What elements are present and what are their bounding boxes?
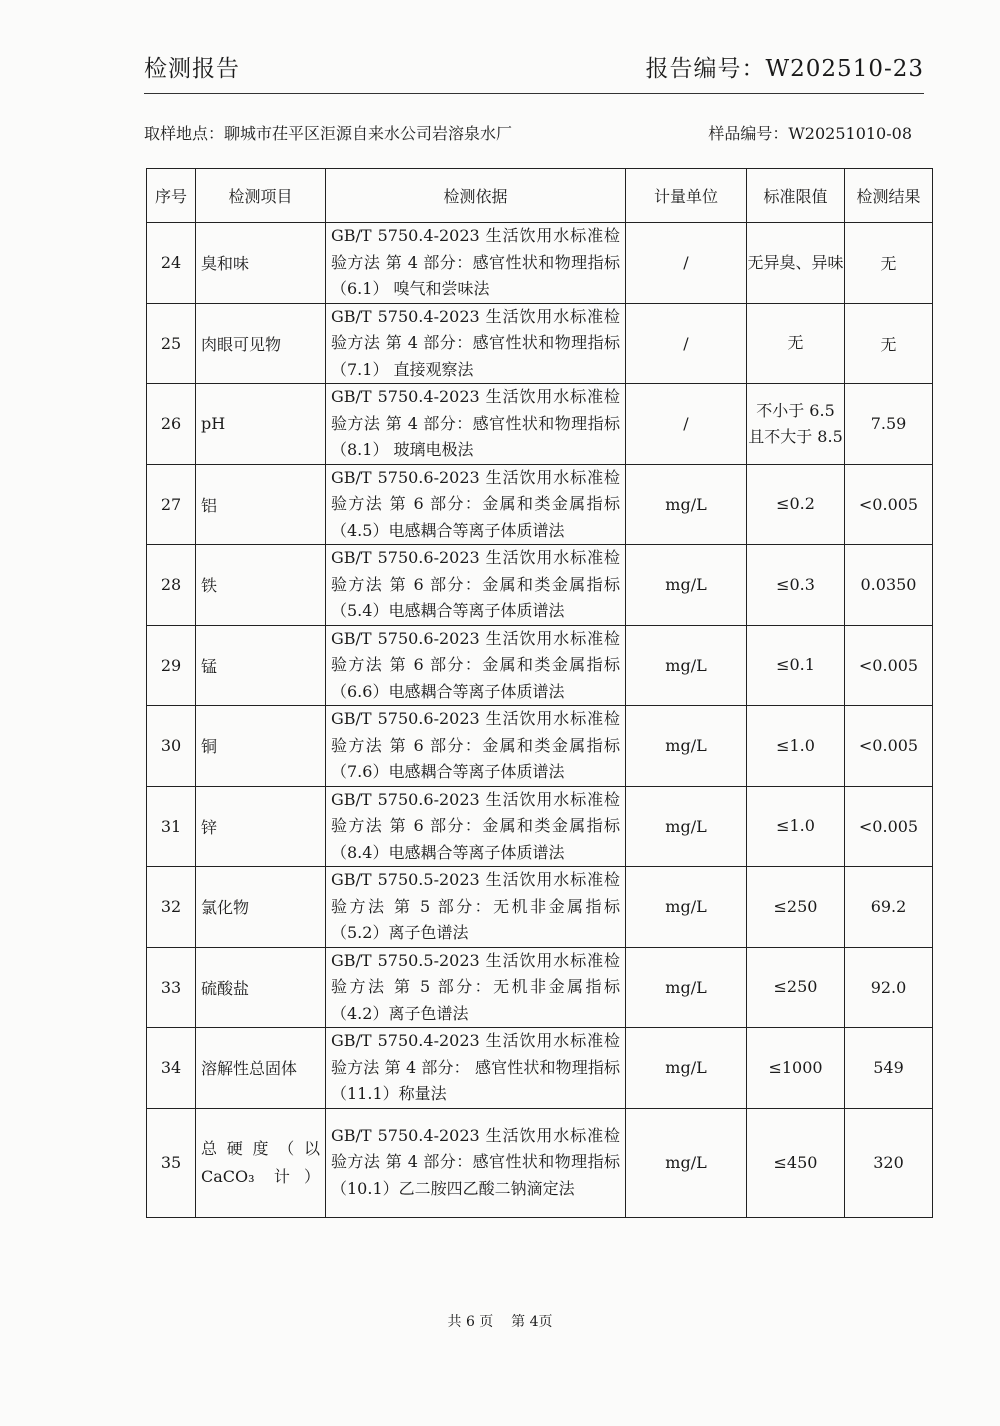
row-unit: mg/L [626,1108,747,1217]
sample-number [708,121,912,144]
table-row [147,867,933,948]
results-table [146,168,933,1218]
row-result: 无 [845,303,933,384]
row-limit: ≤250 [747,947,845,1028]
row-no: 33 [147,947,196,1028]
report-number-value: W202510-23 [765,56,924,82]
row-unit: mg/L [626,786,747,867]
row-limit: ≤1.0 [747,786,845,867]
table-row [147,545,933,626]
header-unit: 计量单位 [626,169,747,223]
row-unit: mg/L [626,947,747,1028]
row-result: <0.005 [845,706,933,787]
report-number [646,50,924,83]
sampling-site [144,121,512,144]
row-limit: ≤450 [747,1108,845,1217]
header-no: 序号 [147,169,196,223]
table-header-row [147,169,933,223]
sample-number-label: 样品编号： [708,124,789,143]
header-basis: 检测依据 [326,169,626,223]
report-number-label: 报告编号： [645,56,766,82]
header-item: 检测项目 [196,169,326,223]
row-basis: GB/T 5750.6-2023 生活饮用水标准检验方法 第 6 部分：金属和类金属指标（8.4）电感耦合等离子体质谱法 [326,786,626,867]
row-no: 27 [147,464,196,545]
row-basis: GB/T 5750.6-2023 生活饮用水标准检验方法 第 6 部分：金属和类金属指标（7.6）电感耦合等离子体质谱法 [326,706,626,787]
row-unit: / [626,303,747,384]
sampling-site-value: 聊城市茌平区洰源自来水公司岩溶泉水厂 [224,124,513,143]
table-row [147,303,933,384]
row-basis: GB/T 5750.4-2023 生活饮用水标准检验方法 第 4 部分：感官性状和物理指标（6.1） 嗅气和尝味法 [326,223,626,304]
row-unit: mg/L [626,464,747,545]
table-row [147,1028,933,1109]
row-item: 肉眼可见物 [196,303,326,384]
row-item: 锌 [196,786,326,867]
row-limit: ≤250 [747,867,845,948]
page-total: 共 6 页 [447,1314,494,1330]
row-result: 549 [845,1028,933,1109]
row-unit: mg/L [626,1028,747,1109]
row-basis: GB/T 5750.6-2023 生活饮用水标准检验方法 第 6 部分：金属和类金属指标（5.4）电感耦合等离子体质谱法 [326,545,626,626]
row-basis: GB/T 5750.4-2023 生活饮用水标准检验方法 第 4 部分： 感官性状和物理指标（11.1）称量法 [326,1028,626,1109]
row-limit: ≤0.2 [747,464,845,545]
row-unit: mg/L [626,867,747,948]
row-result: 92.0 [845,947,933,1028]
row-result: <0.005 [845,464,933,545]
row-item: 臭和味 [196,223,326,304]
row-no: 34 [147,1028,196,1109]
row-unit: mg/L [626,545,747,626]
row-no: 31 [147,786,196,867]
row-no: 35 [147,1108,196,1217]
row-item: 硫酸盐 [196,947,326,1028]
row-no: 30 [147,706,196,787]
table-row [147,786,933,867]
row-limit: 无异臭、异味 [747,223,845,304]
row-basis: GB/T 5750.4-2023 生活饮用水标准检验方法 第 4 部分：感官性状和物理指标（8.1） 玻璃电极法 [326,384,626,465]
row-no: 26 [147,384,196,465]
table-row [147,625,933,706]
row-limit: ≤0.1 [747,625,845,706]
row-no: 24 [147,223,196,304]
row-no: 25 [147,303,196,384]
table-row [147,1108,933,1217]
sampling-site-label: 取样地点： [144,124,225,143]
row-unit: mg/L [626,625,747,706]
row-basis: GB/T 5750.6-2023 生活饮用水标准检验方法 第 6 部分：金属和类金属指标（4.5）电感耦合等离子体质谱法 [326,464,626,545]
row-no: 28 [147,545,196,626]
row-item: 铜 [196,706,326,787]
page-footer [0,1311,1000,1331]
table-row [147,706,933,787]
row-result: <0.005 [845,625,933,706]
row-no: 32 [147,867,196,948]
row-result: <0.005 [845,786,933,867]
row-item: 总硬度（以 CaCO₃ 计） [196,1108,326,1217]
table-row [147,947,933,1028]
row-limit: ≤1000 [747,1028,845,1109]
table-row [147,223,933,304]
row-unit: / [626,384,747,465]
row-result: 7.59 [845,384,933,465]
row-item: 氯化物 [196,867,326,948]
sample-number-value: W20251010-08 [788,124,912,143]
table-row [147,464,933,545]
report-title: 检测报告 [144,56,240,82]
row-limit: ≤1.0 [747,706,845,787]
row-item: 溶解性总固体 [196,1028,326,1109]
row-basis: GB/T 5750.4-2023 生活饮用水标准检验方法 第 4 部分：感官性状和物理指标（7.1） 直接观察法 [326,303,626,384]
row-basis: GB/T 5750.5-2023 生活饮用水标准检验方法 第 5 部分：无机非金属指标（5.2）离子色谱法 [326,867,626,948]
row-item: 铁 [196,545,326,626]
row-limit: 不小于 6.5 且不大于 8.5 [747,384,845,465]
row-unit: mg/L [626,706,747,787]
row-item: pH [196,384,326,465]
row-basis: GB/T 5750.6-2023 生活饮用水标准检验方法 第 6 部分：金属和类金属指标（6.6）电感耦合等离子体质谱法 [326,625,626,706]
row-unit: / [626,223,747,304]
page-current: 第 4页 [511,1314,553,1330]
row-limit: ≤0.3 [747,545,845,626]
row-basis: GB/T 5750.5-2023 生活饮用水标准检验方法 第 5 部分：无机非金属指标（4.2）离子色谱法 [326,947,626,1028]
header-divider [144,93,924,94]
row-basis: GB/T 5750.4-2023 生活饮用水标准检验方法 第 4 部分：感官性状和物理指标 （10.1）乙二胺四乙酸二钠滴定法 [326,1108,626,1217]
row-item: 铝 [196,464,326,545]
row-item: 锰 [196,625,326,706]
row-result: 320 [845,1108,933,1217]
row-limit: 无 [747,303,845,384]
table-row [147,384,933,465]
header-result: 检测结果 [845,169,933,223]
header-limit: 标准限值 [747,169,845,223]
row-result: 69.2 [845,867,933,948]
row-no: 29 [147,625,196,706]
row-result: 无 [845,223,933,304]
row-result: 0.0350 [845,545,933,626]
